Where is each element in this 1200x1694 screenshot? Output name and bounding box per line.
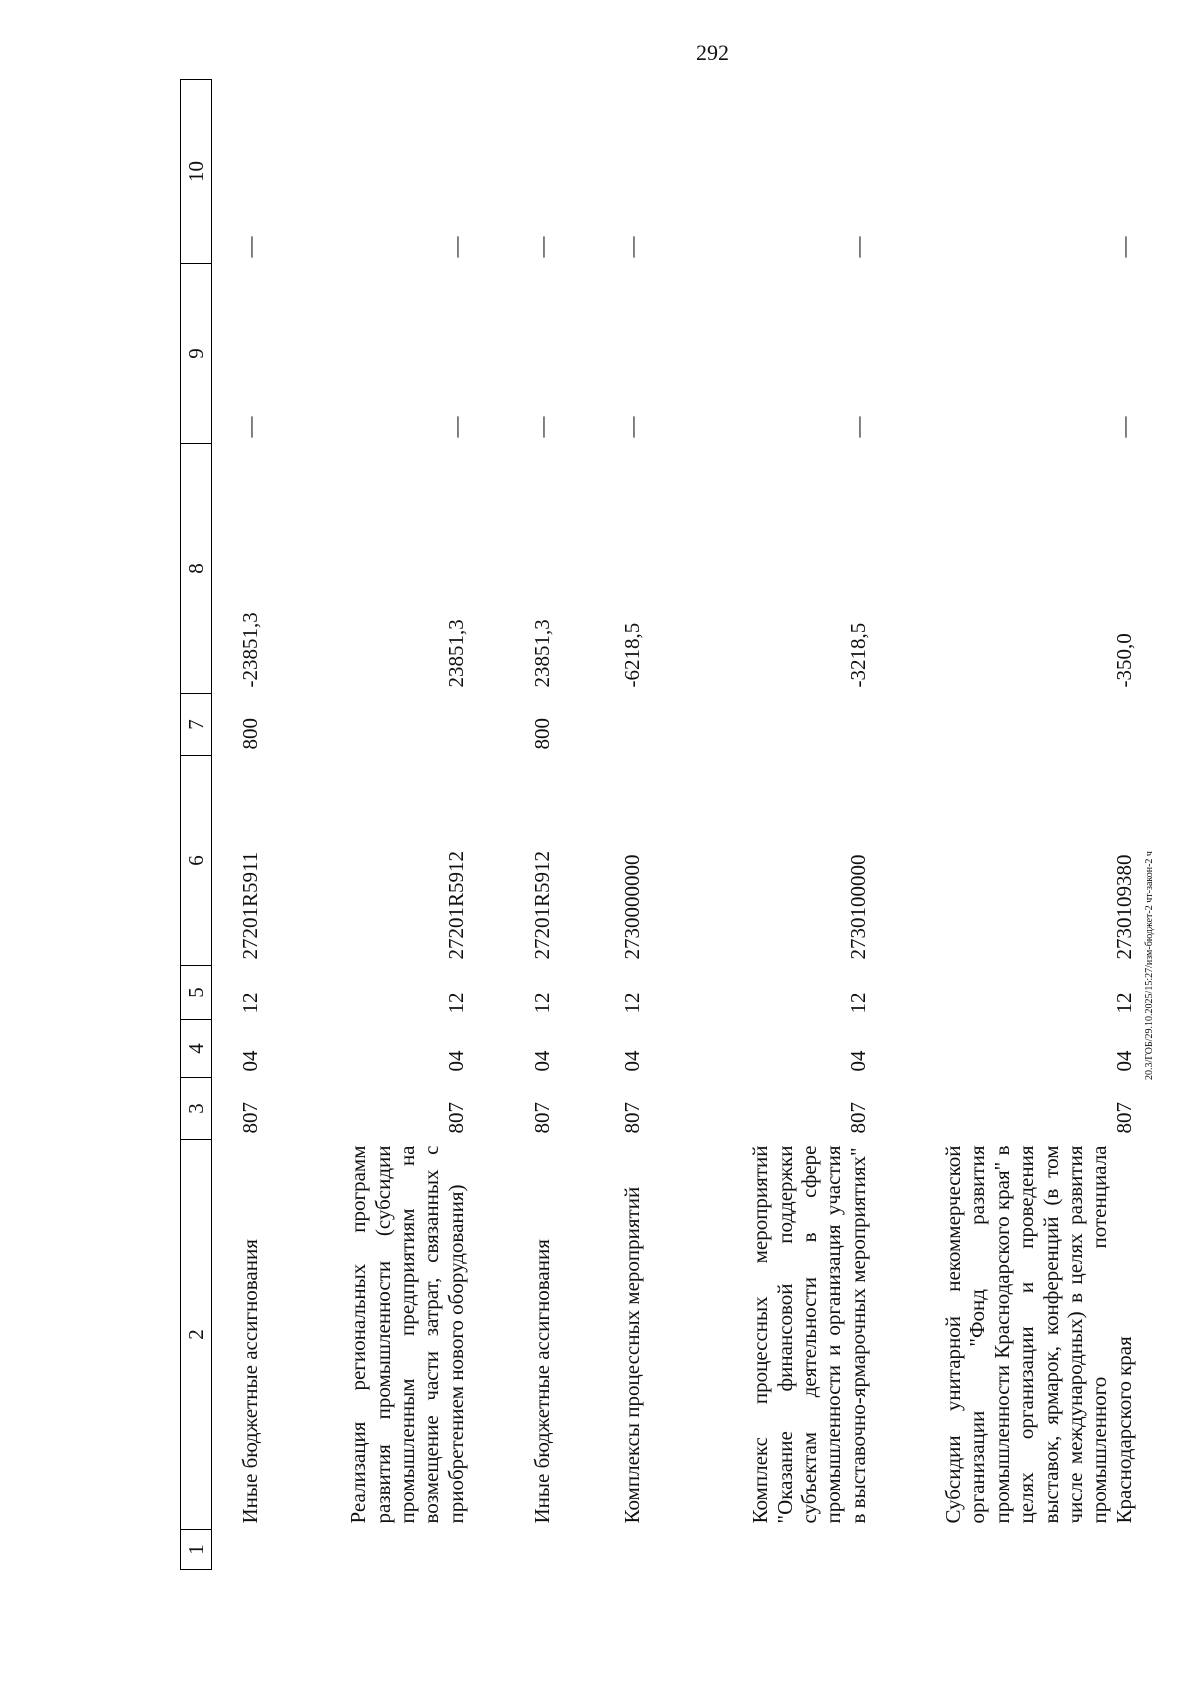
table-row xyxy=(654,80,880,1570)
cell-num xyxy=(654,1530,880,1570)
cell-col9: — xyxy=(845,416,870,438)
cell-expense-type: 800 xyxy=(529,718,554,750)
table-row xyxy=(212,80,273,1570)
col-header-3: 3 xyxy=(181,1078,212,1140)
table-row xyxy=(880,80,1146,1570)
cell-col9: — xyxy=(443,416,468,438)
cell-subsection: 12 xyxy=(443,992,468,1014)
cell-subsection: 12 xyxy=(845,992,870,1014)
cell-section: 04 xyxy=(619,1050,644,1072)
cell-section: 04 xyxy=(845,1050,870,1072)
cell-description: Иные бюджетные ассигнования xyxy=(529,1239,554,1524)
cell-ministry-code: 807 xyxy=(529,1102,554,1134)
cell-ministry-code: 807 xyxy=(1111,1102,1136,1134)
cell-target-article: 27201R5912 xyxy=(529,850,554,960)
cell-subsection: 12 xyxy=(619,992,644,1014)
cell-amount: -350,0 xyxy=(1111,633,1136,688)
rotated-page-content xyxy=(180,80,1200,1570)
cell-expense-type xyxy=(654,694,880,756)
cell-col10: — xyxy=(619,236,644,258)
cell-amount: 23851,3 xyxy=(529,619,554,688)
cell-col10: — xyxy=(529,236,554,258)
cell-col10: — xyxy=(443,236,468,258)
cell-section: 04 xyxy=(1111,1050,1136,1072)
cell-target-article: 2730000000 xyxy=(619,854,644,960)
col-header-4: 4 xyxy=(181,1020,212,1078)
cell-subsection: 12 xyxy=(237,992,262,1014)
cell-ministry-code: 807 xyxy=(443,1102,468,1134)
cell-target-article: 2730109380 xyxy=(1111,854,1136,960)
col-header-6: 6 xyxy=(181,756,212,966)
cell-amount: -23851,3 xyxy=(237,612,262,688)
table-row xyxy=(272,80,478,1570)
header-row xyxy=(181,80,212,1570)
cell-expense-type: 800 xyxy=(237,718,262,750)
col-header-7: 7 xyxy=(181,694,212,756)
cell-description: Иные бюджетные ассигнования xyxy=(237,1239,262,1524)
cell-col10: — xyxy=(845,236,870,258)
col-header-10: 10 xyxy=(181,80,212,264)
col-header-8: 8 xyxy=(181,444,212,694)
cell-description: Комплексы процессных мероприятий xyxy=(619,1186,644,1524)
cell-expense-type xyxy=(272,694,478,756)
col-header-9: 9 xyxy=(181,264,212,444)
col-header-1: 1 xyxy=(181,1530,212,1570)
cell-target-article: 27201R5912 xyxy=(443,850,468,960)
cell-num xyxy=(564,1530,654,1570)
budget-table xyxy=(180,79,1146,1570)
footer-code: 20.3/ГОБ/29.10.2025/15:27/изм-бюджет-2 чт-закон-2 ч xyxy=(1144,851,1155,1080)
cell-ministry-code: 807 xyxy=(237,1102,262,1134)
cell-target-article: 2730100000 xyxy=(845,854,870,960)
table-row xyxy=(478,80,564,1570)
cell-subsection: 12 xyxy=(529,992,554,1014)
cell-expense-type xyxy=(564,694,654,756)
cell-target-article: 27201R5911 xyxy=(237,851,262,960)
cell-col9: — xyxy=(1111,416,1136,438)
cell-num xyxy=(478,1530,564,1570)
cell-col9: — xyxy=(237,416,262,438)
cell-col9: — xyxy=(619,416,644,438)
cell-num xyxy=(880,1530,1146,1570)
col-header-2: 2 xyxy=(181,1140,212,1530)
cell-section: 04 xyxy=(443,1050,468,1072)
cell-description: Комплекс процессных мероприятий "Оказание финансовой поддержки субъектам деятельности в сфере промышленности и организация участия в выставочно-ярмарочных мероприятиях" xyxy=(748,1145,870,1524)
cell-amount: -3218,5 xyxy=(845,622,870,688)
cell-num xyxy=(272,1530,478,1570)
cell-ministry-code: 807 xyxy=(619,1102,644,1134)
cell-description: Субсидии унитарной некоммерческой организации "Фонд развития промышленности Краснодарского края" в целях организации и проведения выставок, ярмарок, конференций (в том числе международных) в целях развития промышленного потенциала Краснодарского края xyxy=(941,1145,1136,1524)
cell-section: 04 xyxy=(237,1050,262,1072)
cell-amount: -6218,5 xyxy=(619,622,644,688)
cell-subsection: 12 xyxy=(1111,992,1136,1014)
page-number: 292 xyxy=(696,40,729,65)
col-header-5: 5 xyxy=(181,966,212,1020)
cell-expense-type xyxy=(880,694,1146,756)
cell-section: 04 xyxy=(529,1050,554,1072)
table-row xyxy=(564,80,654,1570)
cell-description: Реализация региональных программ развития промышленности (субсидии промышленным предприятиям на возмещение части затрат, связанных с приобретением нового оборудования) xyxy=(346,1145,468,1524)
cell-ministry-code: 807 xyxy=(845,1102,870,1134)
cell-num xyxy=(212,1530,273,1570)
cell-col10: — xyxy=(1111,236,1136,258)
cell-col10: — xyxy=(237,236,262,258)
cell-amount: 23851,3 xyxy=(443,619,468,688)
cell-col9: — xyxy=(529,416,554,438)
